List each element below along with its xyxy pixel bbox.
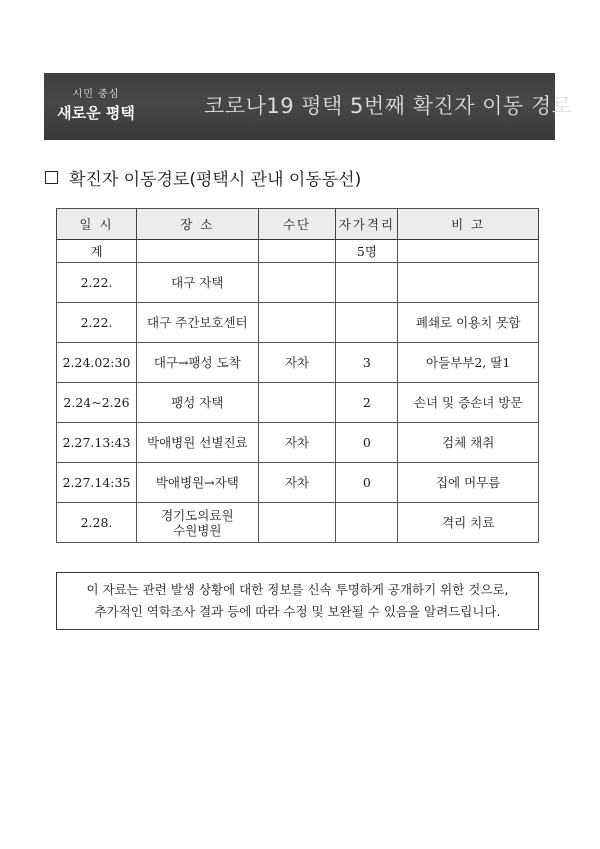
cell-date: 2.27.14:35 bbox=[57, 463, 137, 503]
cell-place: 대구 주간보호센터 bbox=[136, 303, 258, 343]
cell-date: 2.27.13:43 bbox=[57, 423, 137, 463]
total-row bbox=[57, 240, 539, 263]
notice-line-1: 이 자료는 관련 발생 상황에 대한 정보를 신속 투명하게 공개하기 위한 것으로, bbox=[86, 582, 509, 597]
cell-note: 아들부부2, 딸1 bbox=[398, 343, 539, 383]
cell-quarantine: 3 bbox=[336, 343, 398, 383]
banner-title: 코로나19 평택 5번째 확진자 이동 경로 bbox=[204, 94, 573, 118]
cell-means bbox=[258, 383, 336, 423]
cell-place: 박애병원→자택 bbox=[136, 463, 258, 503]
total-quarantine: 5명 bbox=[336, 240, 398, 263]
cell-note bbox=[398, 263, 539, 303]
cell-place-line1: 경기도의료원 bbox=[161, 507, 234, 523]
header-note: 비 고 bbox=[398, 209, 539, 240]
cell-date: 2.22. bbox=[57, 263, 137, 303]
movement-route-table bbox=[56, 208, 539, 543]
total-note bbox=[398, 240, 539, 263]
table-header-row bbox=[57, 209, 539, 240]
table-row bbox=[57, 343, 539, 383]
cell-quarantine bbox=[336, 503, 398, 543]
total-label: 계 bbox=[57, 240, 137, 263]
notice-line-2: 추가적인 역학조사 결과 등에 따라 수정 및 보완될 수 있음을 알려드립니다. bbox=[94, 604, 501, 619]
cell-place bbox=[136, 503, 258, 543]
cell-means: 자차 bbox=[258, 463, 336, 503]
cell-note: 검체 채취 bbox=[398, 423, 539, 463]
cell-date: 2.24~2.26 bbox=[57, 383, 137, 423]
header-quarantine: 자가격리 bbox=[336, 209, 398, 240]
checkbox-icon bbox=[45, 171, 58, 184]
cell-date: 2.22. bbox=[57, 303, 137, 343]
table-row bbox=[57, 383, 539, 423]
section-heading bbox=[45, 165, 361, 190]
cell-place: 팽성 자택 bbox=[136, 383, 258, 423]
table-row bbox=[57, 503, 539, 543]
cell-means: 자차 bbox=[258, 343, 336, 383]
table-row bbox=[57, 263, 539, 303]
header-means: 수단 bbox=[258, 209, 336, 240]
header-place: 장 소 bbox=[136, 209, 258, 240]
cell-means bbox=[258, 503, 336, 543]
cell-means: 자차 bbox=[258, 423, 336, 463]
cell-place: 박애병원 선별진료 bbox=[136, 423, 258, 463]
logo-slogan-small: 시민 중심 bbox=[72, 89, 120, 100]
table-row bbox=[57, 423, 539, 463]
cell-quarantine: 0 bbox=[336, 463, 398, 503]
cell-note: 손녀 및 증손녀 방문 bbox=[398, 383, 539, 423]
table-row bbox=[57, 303, 539, 343]
cell-place: 대구→팽성 도착 bbox=[136, 343, 258, 383]
cell-note: 집에 머무름 bbox=[398, 463, 539, 503]
cell-note: 격리 치료 bbox=[398, 503, 539, 543]
section-heading-text: 확진자 이동경로(평택시 관내 이동동선) bbox=[69, 170, 362, 190]
cell-means bbox=[258, 263, 336, 303]
cell-note: 폐쇄로 이용치 못함 bbox=[398, 303, 539, 343]
cell-date: 2.24.02:30 bbox=[57, 343, 137, 383]
table-row bbox=[57, 463, 539, 503]
total-means bbox=[258, 240, 336, 263]
cell-quarantine bbox=[336, 303, 398, 343]
cell-quarantine: 0 bbox=[336, 423, 398, 463]
disclaimer-notice bbox=[56, 572, 539, 630]
cell-means bbox=[258, 303, 336, 343]
cell-quarantine bbox=[336, 263, 398, 303]
cell-place-line2: 수원병원 bbox=[173, 522, 222, 538]
logo-slogan-big: 새로운 평택 bbox=[57, 104, 135, 122]
cell-place: 대구 자택 bbox=[136, 263, 258, 303]
header-banner bbox=[44, 73, 573, 140]
header-datetime: 일 시 bbox=[57, 209, 137, 240]
cell-date: 2.28. bbox=[57, 503, 137, 543]
total-place bbox=[136, 240, 258, 263]
city-logo bbox=[54, 85, 138, 123]
cell-quarantine: 2 bbox=[336, 383, 398, 423]
